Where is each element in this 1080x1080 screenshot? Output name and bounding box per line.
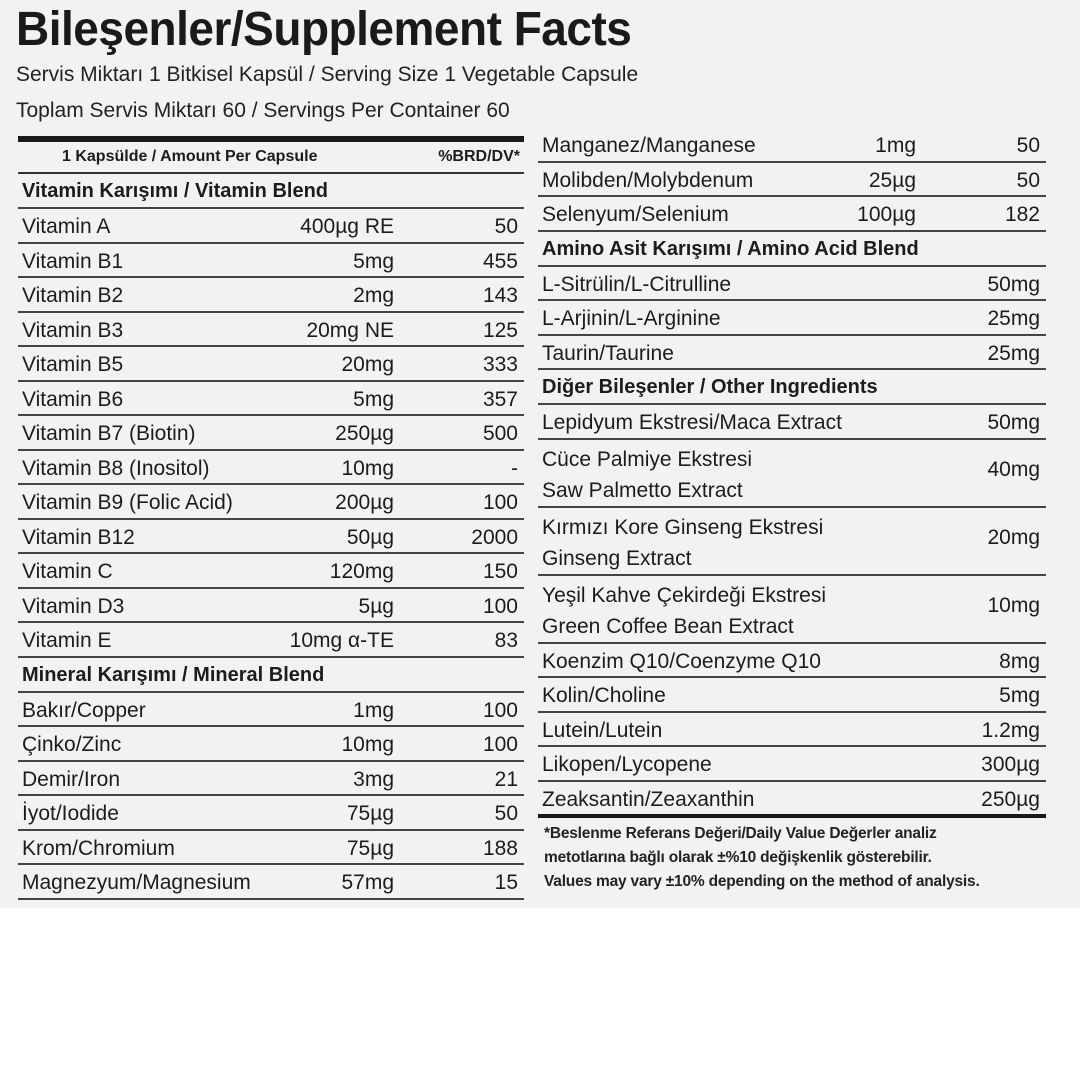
table-row [18,831,524,866]
ingredient-amount: 50mg [987,272,1040,296]
table-row [18,589,524,624]
table-row [18,865,524,900]
other-ingredient-rows [538,405,1046,818]
mineral-blend-heading: Mineral Karışımı / Mineral Blend [18,658,524,693]
ingredient-name: Vitamin B7 (Biotin) [22,422,196,445]
ingredient-name: Vitamin A [22,215,111,238]
table-row [538,678,1046,713]
ingredient-dv: 100 [482,491,518,514]
ingredient-dv: - [511,456,518,480]
ingredient-dv: 100 [482,733,518,756]
ingredient-name: Vitamin B3 [22,318,124,342]
amount-header: 1 Kapsülde / Amount Per Capsule [62,148,318,165]
ingredient-name: Vitamin B12 [22,525,135,549]
table-row [538,405,1046,440]
ingredient-amount: 25mg [987,307,1040,330]
table-row [18,382,524,417]
ingredient-dv: 2000 [471,525,518,549]
ingredient-amount: 75µg [346,802,394,825]
ingredient-name-line-1: Kırmızı Kore Ginseng Ekstresi [542,515,824,539]
ingredient-amount: 1.2mg [981,718,1040,742]
table-row [18,693,524,728]
ingredient-name: L-Arjinin/L-Arginine [542,307,721,330]
ingredient-amount: 25mg [987,341,1040,365]
table-row [18,762,524,797]
table-row [538,508,1046,576]
ingredient-name [542,444,752,506]
ingredient-name: Vitamin C [22,560,113,583]
table-row [538,336,1046,371]
ingredient-dv: 150 [482,560,518,583]
ingredient-name: Vitamin B9 (Folic Acid) [22,491,233,514]
ingredient-dv: 50 [1016,168,1040,192]
table-row [18,520,524,555]
table-row [18,209,524,244]
ingredient-amount: 8mg [999,649,1040,673]
ingredient-name-line-2: Ginseng Extract [542,546,692,570]
mineral-rows [18,693,524,900]
ingredient-dv: 455 [482,249,518,273]
ingredient-name [542,580,826,642]
ingredient-amount: 5mg [353,249,394,273]
table-row [18,416,524,451]
footnote [544,822,1064,894]
table-row [538,197,1046,232]
ingredient-name: Vitamin B1 [22,249,124,273]
ingredient-dv: 182 [1004,203,1040,226]
ingredient-amount: 50mg [987,411,1040,434]
other-ingredients-heading: Diğer Bileşenler / Other Ingredients [538,370,1046,405]
serving-size: Servis Miktarı 1 Bitkisel Kapsül / Serving Size 1 Vegetable Capsule [16,63,639,86]
table-header [18,142,524,174]
ingredient-dv: 100 [482,594,518,618]
ingredient-amount: 5µg [358,594,394,618]
ingredient-amount: 5mg [353,387,394,411]
right-column [538,128,1046,818]
table-row [538,713,1046,748]
ingredient-amount: 2mg [353,284,394,307]
ingredient-amount: 40mg [987,457,1040,481]
ingredient-name: Çinko/Zinc [22,733,122,756]
ingredient-name: Vitamin E [22,629,112,652]
ingredient-name: Vitamin B2 [22,284,124,307]
ingredient-dv: 15 [494,871,518,894]
ingredient-name-line-2: Green Coffee Bean Extract [542,614,794,638]
ingredient-dv: 100 [482,698,518,722]
servings-per-container: Toplam Servis Miktarı 60 / Servings Per Container 60 [16,99,510,122]
ingredient-amount: 300µg [981,753,1040,776]
table-row [538,163,1046,198]
table-row [538,576,1046,644]
table-row [538,782,1046,819]
ingredient-name: Vitamin B6 [22,387,124,411]
ingredient-dv: 21 [494,767,518,791]
table-row [18,554,524,589]
table-row [538,128,1046,163]
ingredient-dv: 500 [482,422,518,445]
ingredient-name: Manganez/Manganese [542,134,756,157]
ingredient-amount: 100µg [857,203,916,226]
ingredient-amount: 120mg [329,560,394,583]
ingredient-amount: 25µg [868,168,916,192]
ingredient-amount: 10mg [341,456,394,480]
ingredient-dv: 125 [482,318,518,342]
ingredient-name: Selenyum/Selenium [542,203,729,226]
label-title: Bileşenler/Supplement Facts [16,1,632,56]
ingredient-amount: 75µg [346,836,394,860]
amino-rows [538,267,1046,371]
ingredient-name: Krom/Chromium [22,836,175,860]
ingredient-amount: 20mg NE [306,318,394,342]
table-row [18,796,524,831]
ingredient-amount: 5mg [999,684,1040,707]
ingredient-name: Vitamin D3 [22,594,125,618]
ingredient-name-line-2: Saw Palmetto Extract [542,478,743,502]
ingredient-amount: 57mg [341,871,394,894]
ingredient-dv: 50 [494,802,518,825]
left-column [18,136,524,900]
ingredient-amount: 250µg [335,422,394,445]
ingredient-dv: 83 [494,629,518,652]
table-row [538,644,1046,679]
dv-header: %BRD/DV* [438,148,520,165]
table-row [18,451,524,486]
ingredient-dv: 143 [482,284,518,307]
ingredient-dv: 333 [482,353,518,376]
vitamin-blend-heading: Vitamin Karışımı / Vitamin Blend [18,174,524,209]
table-row [18,244,524,279]
ingredient-name: Kolin/Choline [542,684,666,707]
ingredient-name: Likopen/Lycopene [542,753,712,776]
ingredient-amount: 250µg [981,787,1040,811]
table-row [538,301,1046,336]
ingredient-dv: 50 [1016,134,1040,157]
ingredient-amount: 1mg [875,134,916,157]
ingredient-name: Taurin/Taurine [542,341,674,365]
table-row [18,727,524,762]
ingredient-amount: 200µg [335,491,394,514]
table-row [18,347,524,382]
ingredient-name: Vitamin B8 (Inositol) [22,456,210,480]
ingredient-amount: 50µg [346,525,394,549]
ingredient-name-line-1: Yeşil Kahve Çekirdeği Ekstresi [542,583,827,607]
ingredient-name: L-Sitrülin/L-Citrulline [542,272,732,296]
ingredient-name: Zeaksantin/Zeaxanthin [542,787,755,811]
table-row [538,267,1046,302]
table-row [18,623,524,658]
ingredient-name: Bakır/Copper [22,698,146,722]
table-row [18,278,524,313]
ingredient-amount: 400µg RE [300,215,394,238]
ingredient-name: Vitamin B5 [22,353,124,376]
ingredient-name: Magnezyum/Magnesium [22,871,251,894]
ingredient-amount: 3mg [353,767,394,791]
ingredient-amount: 1mg [353,698,394,722]
table-row [538,747,1046,782]
ingredient-name: Molibden/Molybdenum [542,168,754,192]
ingredient-amount: 10mg [341,733,394,756]
ingredient-amount: 10mg α-TE [289,629,394,652]
ingredient-name: Koenzim Q10/Coenzyme Q10 [542,649,821,673]
ingredient-name: Demir/Iron [22,767,121,791]
mineral-continued-rows [538,128,1046,232]
vitamin-rows [18,209,524,658]
ingredient-name-line-1: Cüce Palmiye Ekstresi [542,447,753,471]
footnote-line-1: *Beslenme Referans Değeri/Daily Value Değerler analiz [544,825,937,842]
ingredient-amount: 20mg [341,353,394,376]
ingredient-name [542,512,823,574]
footnote-line-3: Values may vary ±10% depending on the method of analysis. [544,873,980,890]
ingredient-amount: 20mg [987,525,1040,549]
ingredient-name: Lepidyum Ekstresi/Maca Extract [542,411,842,434]
ingredient-name: Lutein/Lutein [542,718,663,742]
ingredient-dv: 357 [482,387,518,411]
table-row [18,485,524,520]
ingredient-amount: 10mg [987,593,1040,617]
ingredient-dv: 188 [482,836,518,860]
table-row [538,440,1046,508]
footnote-line-2: metotlarına bağlı olarak ±%10 değişkenlik gösterebilir. [544,849,932,866]
amino-blend-heading: Amino Asit Karışımı / Amino Acid Blend [538,232,1046,267]
ingredient-name: İyot/Iodide [22,802,119,825]
table-row [18,313,524,348]
ingredient-dv: 50 [494,215,518,238]
